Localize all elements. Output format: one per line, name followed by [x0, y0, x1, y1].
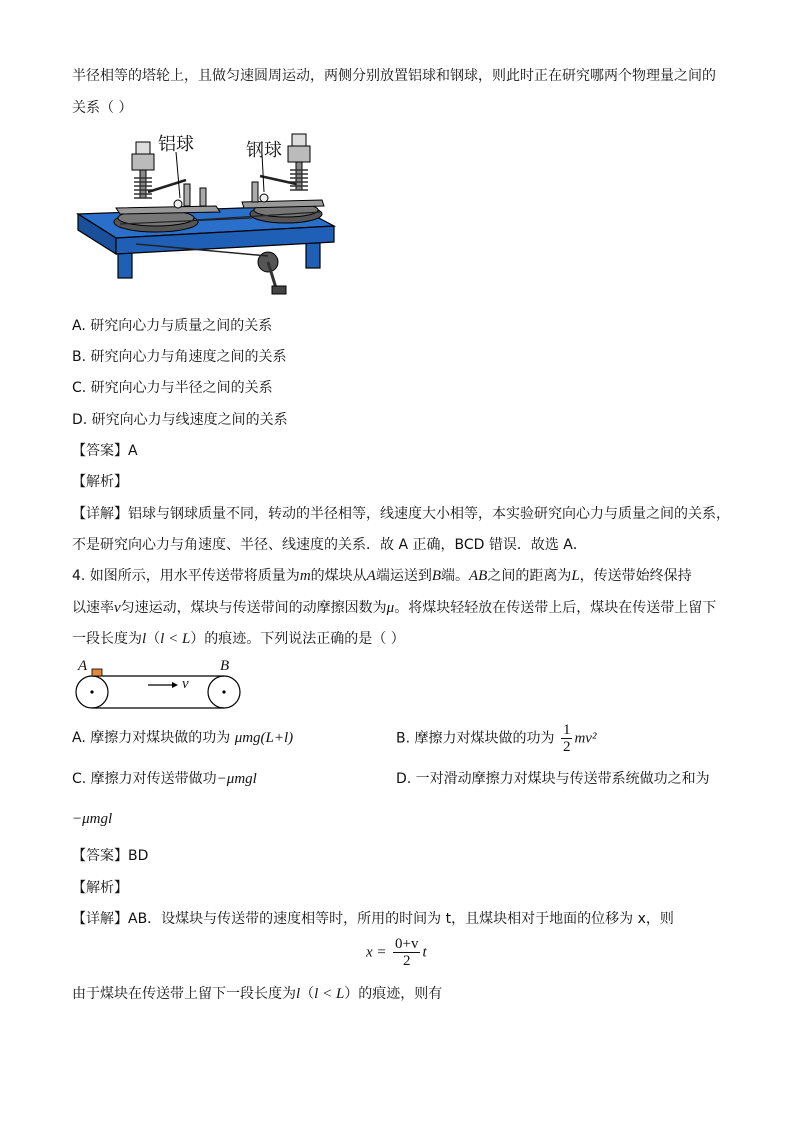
q4-detail-line2: 由于煤块在传送带上留下一段长度为l（l < L）的痕迹，则有: [72, 986, 443, 1002]
q3-option-d: D. 研究向心力与线速度之间的关系: [72, 412, 288, 428]
answer-tag: 【答案】: [72, 443, 128, 459]
q4-stem-line2: 以速率v匀速运动，煤块与传送带间的动摩擦因数为μ。将煤块轻轻放在传送带上后，煤块在传送带上留下: [72, 600, 717, 616]
answer-value: BD: [128, 848, 149, 864]
q3-stem-line1: 半径相等的塔轮上，且做匀速圆周运动，两侧分别放置铝球和钢球，则此时正在研究哪两个物理量之间的: [72, 68, 716, 84]
q4-option-d: D. 一对滑动摩擦力对煤块与传送带系统做功之和为: [396, 771, 710, 787]
answer-tag: 【答案】: [72, 848, 128, 864]
q3-detail-line1: 【详解】铝球与钢球质量不同，转动的半径相等，线速度大小相等，本实验研究向心力与质量之间的关系，: [72, 506, 730, 522]
q3-option-b: B. 研究向心力与角速度之间的关系: [72, 349, 287, 365]
q4-option-d-value: −μmgl: [72, 811, 113, 827]
detail-tag: 【详解】: [72, 506, 128, 522]
q4-stem-line1: 4. 如图所示，用水平传送带将质量为m的煤块从A端运送到B端。AB之间的距离为L，传送带始终保持: [72, 568, 692, 584]
q4-equation: x = $\frac{0+v}{2}$ t: [366, 936, 427, 969]
q4-answer: [72, 846, 148, 866]
q3-analysis-tag: 【解析】: [72, 474, 128, 490]
q4-option-c: C. 摩擦力对传送带做功−μmgl: [72, 771, 257, 787]
q4-option-b: B. 摩擦力对煤块做的功为 $\frac{1}{2}$ mv²: [396, 722, 597, 755]
q3-answer: [72, 441, 138, 461]
conveyor-belt-figure: [74, 662, 244, 712]
q4-analysis-tag: 【解析】: [72, 880, 128, 896]
q3-detail-line2: 不是研究向心力与角速度、半径、线速度的关系．故 A 正确，BCD 错误．故选 A．: [72, 537, 587, 553]
velocity-label: v: [182, 676, 189, 692]
label-steel-ball: 钢球: [246, 140, 282, 161]
point-a-label: A: [78, 658, 88, 674]
q4-detail-line1: 【详解】AB．设煤块与传送带的速度相等时，所用的时间为 t，且煤块相对于地面的位移为 x，则: [72, 911, 674, 927]
answer-value: A: [128, 443, 138, 459]
centripetal-apparatus-figure: [76, 126, 336, 306]
q3-option-a: A. 研究向心力与质量之间的关系: [72, 318, 273, 334]
q3-stem-line2: 关系（ ）: [72, 100, 133, 116]
q3-option-c: C. 研究向心力与半径之间的关系: [72, 380, 273, 396]
detail-tag: 【详解】: [72, 911, 128, 927]
q4-option-a: A. 摩擦力对煤块做的功为 μmg(L+l): [72, 730, 294, 746]
q4-stem-line3: 一段长度为l（l < L）的痕迹。下列说法正确的是（ ）: [72, 631, 405, 647]
point-b-label: B: [220, 658, 230, 674]
label-aluminum-ball: 铝球: [158, 134, 194, 155]
